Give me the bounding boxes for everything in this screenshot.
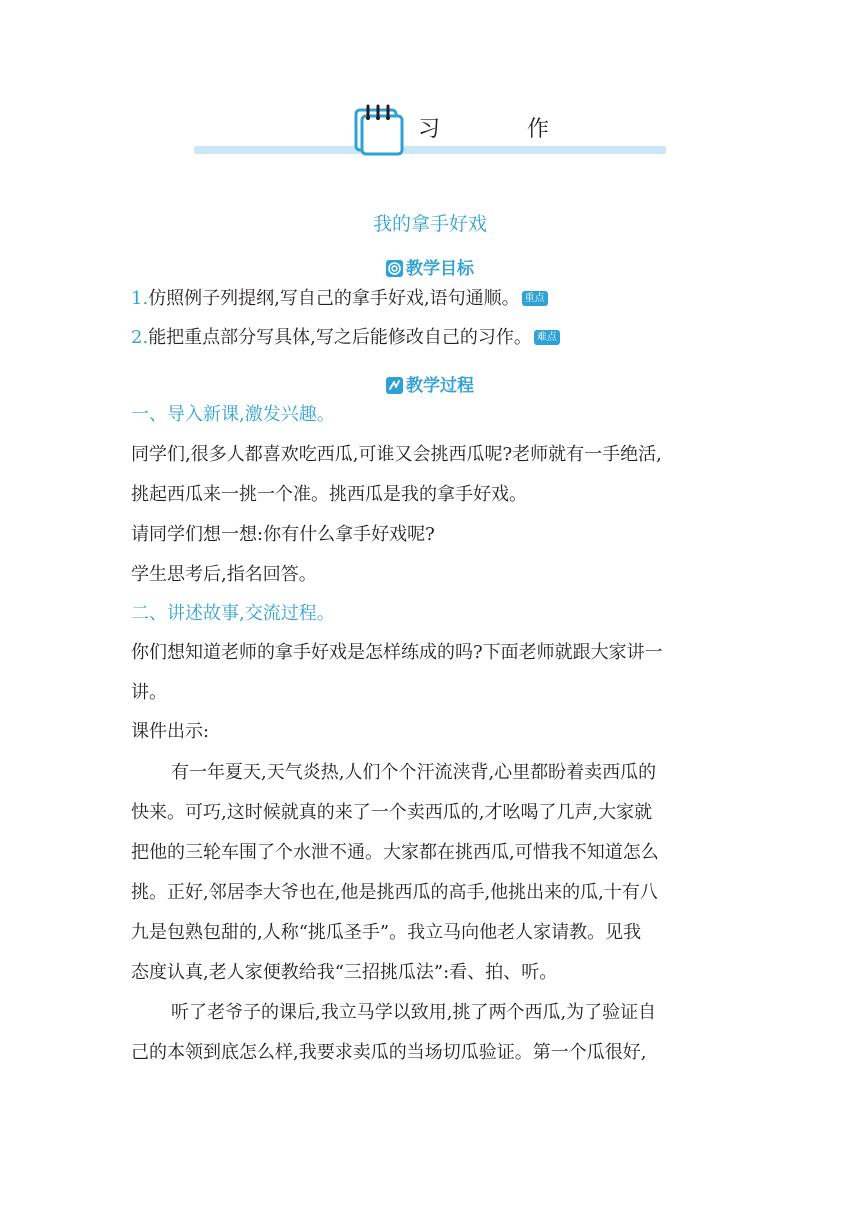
story-line: 把他的三轮车围了个水泄不通。大家都在挑西瓜,可惜我不知道怎么 xyxy=(131,842,659,863)
story-line: 己的本领到底怎么样,我要求卖瓜的当场切瓜验证。第一个瓜很好, xyxy=(131,1042,647,1063)
story-line: 九是包熟包甜的,人称“挑瓜圣手”。我立马向他老人家请教。见我 xyxy=(131,922,642,943)
target-icon xyxy=(386,260,403,277)
header-title: 习 作 xyxy=(418,117,589,142)
header-bar xyxy=(194,146,666,154)
step-heading-1: 一、导入新课,激发兴趣。 xyxy=(131,404,335,425)
lesson-title: 我的拿手好戏 xyxy=(372,213,487,235)
key-point-badge: 重点 xyxy=(522,291,548,306)
goals-heading xyxy=(0,254,860,279)
story-line: 听了老爷子的课后,我立马学以致用,挑了两个西瓜,为了验证自 xyxy=(171,1002,657,1023)
process-heading-label: 教学过程 xyxy=(406,376,474,396)
paragraph-line: 课件出示: xyxy=(131,721,210,742)
process-icon xyxy=(386,377,403,394)
goal-item-1 xyxy=(131,286,548,312)
notepad-icon xyxy=(352,100,408,156)
story-line: 挑。正好,邻居李大爷也在,他是挑西瓜的高手,他挑出来的瓜,十有八 xyxy=(131,882,658,903)
paragraph-line: 讲。 xyxy=(131,682,167,703)
section-header xyxy=(194,100,666,156)
paragraph-line: 同学们,很多人都喜欢吃西瓜,可谁又会挑西瓜呢?老师就有一手绝活, xyxy=(131,444,662,465)
process-heading xyxy=(0,371,860,396)
goal-number: 1. xyxy=(131,288,149,309)
goal-text: 仿照例子列提纲,写自己的拿手好戏,语句通顺。 xyxy=(148,288,520,309)
paragraph-line: 你们想知道老师的拿手好戏是怎样练成的吗?下面老师就跟大家讲一 xyxy=(131,642,663,663)
difficulty-badge: 难点 xyxy=(534,330,560,345)
story-line: 态度认真,老人家便教给我“三招挑瓜法”:看、拍、听。 xyxy=(131,962,558,983)
paragraph-line: 学生思考后,指名回答。 xyxy=(131,564,317,585)
step-heading-2: 二、讲述故事,交流过程。 xyxy=(131,603,335,624)
goal-text: 能把重点部分写具体,写之后能修改自己的习作。 xyxy=(148,327,532,348)
goals-heading-label: 教学目标 xyxy=(406,259,474,279)
story-line: 有一年夏天,天气炎热,人们个个汗流浃背,心里都盼着卖西瓜的 xyxy=(171,762,657,783)
goal-number: 2. xyxy=(131,327,149,348)
paragraph-line: 请同学们想一想:你有什么拿手好戏呢? xyxy=(131,524,435,545)
story-line: 快来。可巧,这时候就真的来了一个卖西瓜的,才吆喝了几声,大家就 xyxy=(131,802,653,823)
paragraph-line: 挑起西瓜来一挑一个准。挑西瓜是我的拿手好戏。 xyxy=(131,484,527,505)
goal-item-2 xyxy=(131,325,560,351)
